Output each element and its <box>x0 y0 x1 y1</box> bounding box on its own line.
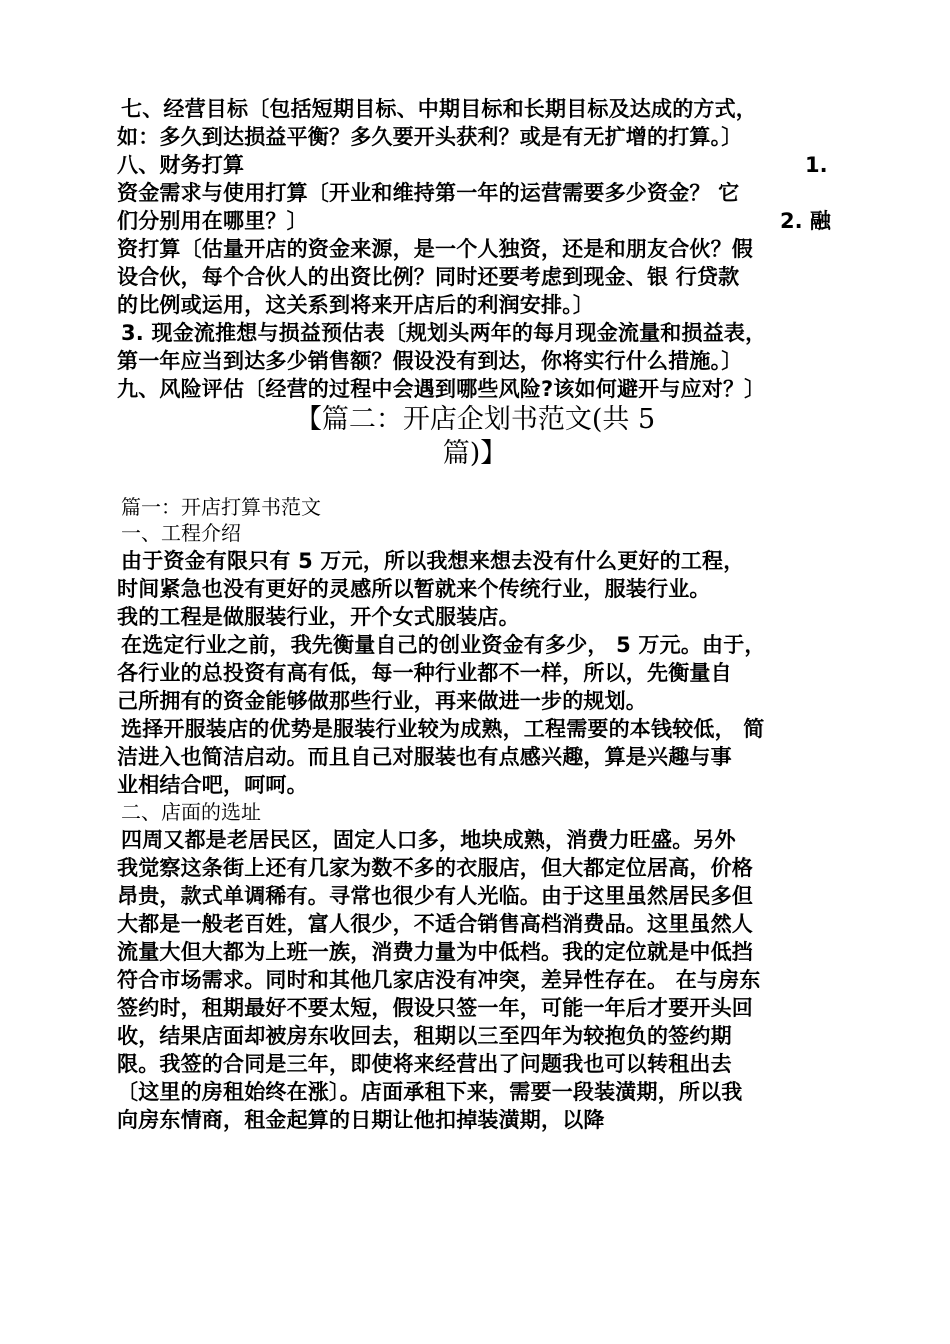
text-line: 收，结果店面却被房东收回去，租期以三至四年为较抱负的签约期 <box>117 1024 732 1048</box>
text-line: 昂贵，款式单调稀有。寻常也很少有人光临。由于这里虽然居民多但 <box>117 884 753 908</box>
text-line: 我觉察这条街上还有几家为数不多的衣服店，但大都定位居高，价格 <box>117 856 753 880</box>
text-line: 们分别用在哪里？〕 <box>117 209 308 233</box>
text-line: 选择开服装店的优势是服装行业较为成熟，工程需要的本钱较低， 简 <box>121 717 765 741</box>
text-line: 如：多久到达损益平衡？多久要开头获利？或是有无扩增的打算。〕 <box>117 125 743 149</box>
text-line: 各行业的总投资有高有低，每一种行业都不一样，所以，先衡量自 <box>117 661 732 685</box>
text-line: 第一年应当到达多少销售额？假设没有到达，你将实行什么措施。〕 <box>117 349 743 373</box>
section-title: 篇)】 <box>442 438 508 469</box>
text-line: 的比例或运用，这关系到将来开店后的利润安排。〕 <box>117 293 595 317</box>
text-line: 在选定行业之前，我先衡量自己的创业资金有多少， 5 万元。由于， <box>121 633 766 657</box>
text-line: 九、风险评估〔经营的过程中会遇到哪些风险?该如何避开与应对？〕 <box>117 377 766 401</box>
text-line: 〔这里的房租始终在涨〕。店面承租下来，需要一段装潢期，所以我 <box>117 1080 743 1104</box>
list-number: 2. 融 <box>780 209 831 233</box>
text-line: 七、经营目标〔包括短期目标、中期目标和长期目标及达成的方式， <box>121 97 757 121</box>
text-line: 向房东情商，租金起算的日期让他扣掉装潢期，以降 <box>117 1108 605 1132</box>
text-line: 由于资金有限只有 5 万元，所以我想来想去没有什么更好的工程， <box>121 549 745 573</box>
text-line: 3. 现金流推想与损益预估表〔规划头两年的每月现金流量和损益表， <box>121 321 767 345</box>
text-line: 洁进入也简洁启动。而且自己对服装也有点感兴趣，算是兴趣与事 <box>117 745 732 769</box>
text-line: 己所拥有的资金能够做那些行业，再来做进一步的规划。 <box>117 689 647 713</box>
section-heading: 一、工程介绍 <box>121 521 241 545</box>
text-line: 限。我签的合同是三年，即使将来经营出了问题我也可以转租出去 <box>117 1052 732 1076</box>
text-line: 符合市场需求。同时和其他几家店没有冲突，差异性存在。 在与房东 <box>117 968 761 992</box>
text-line: 大都是一般老百姓，富人很少，不适合销售高档消费品。这里虽然人 <box>117 912 753 936</box>
text-line: 业相结合吧，呵呵。 <box>117 773 308 797</box>
section-title: 【篇二：开店企划书范文(共 5 <box>294 404 656 435</box>
text-line: 设合伙，每个合伙人的出资比例？同时还要考虑到现金、银 行贷款 <box>117 265 740 289</box>
section-heading: 二、店面的选址 <box>121 800 261 824</box>
text-line: 时间紧急也没有更好的灵感所以暂就来个传统行业，服装行业。 <box>117 577 711 601</box>
text-line: 八、财务打算 <box>117 153 245 177</box>
subtitle: 篇一：开店打算书范文 <box>121 495 321 519</box>
text-line: 流量大但大都为上班一族，消费力量为中低档。我的定位就是中低挡 <box>117 940 753 964</box>
text-line: 四周又都是老居民区，固定人口多，地块成熟，消费力旺盛。另外 <box>121 828 736 852</box>
text-line: 签约时，租期最好不要太短，假设只签一年，可能一年后才要开头回 <box>117 996 753 1020</box>
text-line: 资打算〔估量开店的资金来源，是一个人独资，还是和朋友合伙？假 <box>117 237 753 261</box>
list-number: 1. <box>805 153 828 177</box>
text-line: 我的工程是做服装行业，开个女式服装店。 <box>117 605 520 629</box>
text-line: 资金需求与使用打算〔开业和维持第一年的运营需要多少资金？ 它 <box>117 181 740 205</box>
